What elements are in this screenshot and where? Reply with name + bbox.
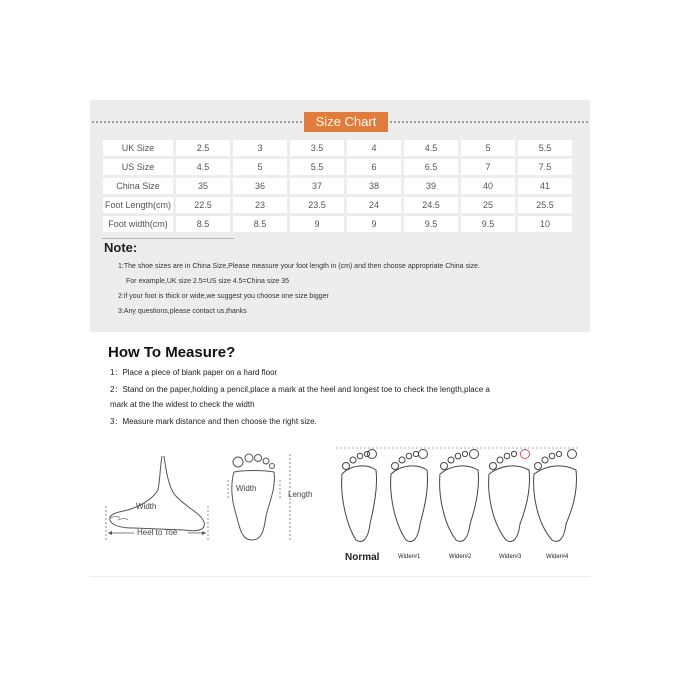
toe-circle	[490, 463, 497, 470]
title-divider-right	[390, 121, 588, 123]
width-type-wider-4: Wider#4	[546, 554, 569, 560]
table-cell: 4	[347, 140, 401, 156]
table-cell: 3.5	[290, 140, 344, 156]
side-width-label: Width	[136, 502, 157, 511]
row-label: US Size	[103, 159, 173, 175]
heel-to-toe-label: Heel to Toe	[137, 528, 178, 537]
table-cell: 37	[290, 178, 344, 194]
table-cell: 36	[233, 178, 287, 194]
note-divider	[102, 238, 234, 239]
row-label: Foot width(cm)	[103, 216, 173, 232]
table-cell: 35	[176, 178, 230, 194]
row-label: UK Size	[103, 140, 173, 156]
size-chart-table	[100, 137, 575, 235]
toe-circle	[350, 457, 356, 463]
table-cell: 24	[347, 197, 401, 213]
toe-circle	[556, 451, 561, 456]
note-line-2: For example,UK size 2.5=US size 4.5=China size 35	[126, 278, 290, 285]
table-cell: 9	[290, 216, 344, 232]
table-cell: 10	[518, 216, 572, 232]
toe-circle	[535, 463, 542, 470]
table-cell: 4.5	[176, 159, 230, 175]
table-cell: 38	[347, 178, 401, 194]
toe-circle	[504, 453, 510, 459]
note-line-4: 3:Any questions,please contact us,thanks	[118, 308, 247, 315]
table-row	[103, 197, 572, 213]
row-label: Foot Length(cm)	[103, 197, 173, 213]
toe-circle	[441, 463, 448, 470]
table-cell: 39	[404, 178, 458, 194]
table-cell: 6	[347, 159, 401, 175]
width-type-wider-2: Wider#2	[449, 554, 472, 560]
table-cell: 40	[461, 178, 515, 194]
table-row	[103, 178, 572, 194]
foot-outline-3	[440, 466, 479, 542]
note-line-3: 2:if your foot is thick or wide,we suggest you choose one size bigger	[118, 293, 329, 300]
top-foot-diagram	[224, 450, 296, 546]
toe-circle	[568, 450, 577, 459]
table-cell: 5.5	[518, 140, 572, 156]
table-cell: 7	[461, 159, 515, 175]
measure-step-1: 1：Place a piece of blank paper on a hard floor	[110, 368, 278, 377]
toe-circle	[357, 453, 363, 459]
length-label: Length	[288, 490, 313, 499]
toe-circle	[448, 457, 454, 463]
foot-outline-2	[391, 466, 428, 542]
foot-outline-1	[342, 466, 377, 542]
table-cell: 24.5	[404, 197, 458, 213]
toe-circle	[413, 451, 418, 456]
table-cell: 25.5	[518, 197, 572, 213]
measure-step-2-cont: mark at the the widest to check the width	[110, 400, 255, 409]
table-cell: 3	[233, 140, 287, 156]
toe-circle	[549, 453, 555, 459]
table-cell: 2.5	[176, 140, 230, 156]
toe-circle	[455, 453, 461, 459]
width-type-wider-3: Wider#3	[499, 554, 522, 560]
toe-circle	[392, 463, 399, 470]
table-cell: 23.5	[290, 197, 344, 213]
toe-circle	[368, 450, 377, 459]
table-row	[103, 140, 572, 156]
table-cell: 9.5	[404, 216, 458, 232]
toe-circle	[511, 451, 516, 456]
table-cell: 5	[233, 159, 287, 175]
table-cell: 9.5	[461, 216, 515, 232]
bottom-divider	[90, 576, 590, 577]
table-cell: 5	[461, 140, 515, 156]
toe-circle	[462, 451, 467, 456]
measure-step-3: 3：Measure mark distance and then choose the right size.	[110, 417, 317, 426]
table-cell: 41	[518, 178, 572, 194]
table-cell: 8.5	[233, 216, 287, 232]
row-label: China Size	[103, 178, 173, 194]
table-cell: 9	[347, 216, 401, 232]
table-cell: 6.5	[404, 159, 458, 175]
title-divider-left	[92, 121, 302, 123]
table-cell: 25	[461, 197, 515, 213]
toe-circle	[470, 450, 479, 459]
toe-circle	[542, 457, 548, 463]
foot-width-types-diagram	[334, 440, 582, 548]
toe-circle	[343, 463, 350, 470]
toe-circle	[406, 453, 412, 459]
note-line-1: 1:The shoe sizes are in China Size,Please measure your foot length in (cm) and then choose appropriate China size.	[118, 263, 480, 270]
toe-circle	[521, 450, 530, 459]
table-cell: 7.5	[518, 159, 572, 175]
table-row	[103, 216, 572, 232]
table-cell: 4.5	[404, 140, 458, 156]
foot-outline-5	[534, 466, 577, 542]
table-cell: 22.5	[176, 197, 230, 213]
toe-circle	[497, 457, 503, 463]
top-width-label: Width	[236, 484, 257, 493]
width-type-wider-1: Wider#1	[398, 554, 421, 560]
measure-step-2: 2：Stand on the paper,holding a pencil,place a mark at the heel and longest toe to check the length,place a	[110, 385, 490, 394]
width-type-normal: Normal	[345, 552, 380, 563]
table-cell: 5.5	[290, 159, 344, 175]
toe-circle	[399, 457, 405, 463]
size-chart-title: Size Chart	[304, 112, 388, 132]
table-cell: 8.5	[176, 216, 230, 232]
table-row	[103, 159, 572, 175]
table-cell: 23	[233, 197, 287, 213]
toe-circle	[419, 450, 428, 459]
note-title: Note:	[104, 240, 138, 255]
foot-outline-4	[489, 466, 530, 542]
measure-title: How To Measure?	[108, 344, 236, 361]
